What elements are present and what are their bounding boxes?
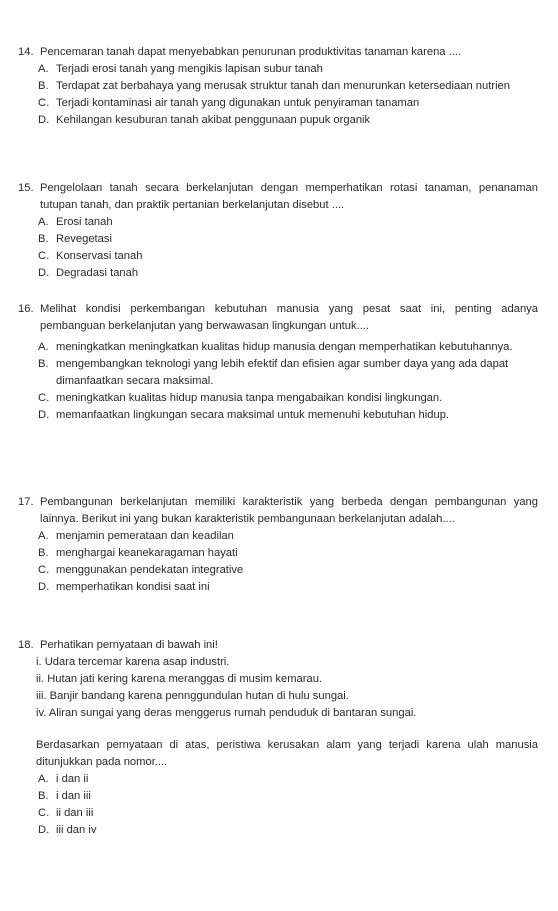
- option-letter: A.: [38, 341, 49, 353]
- option-text: meningkatkan meningkatkan kualitas hidup manusia dengan memperhatikan kebutuhannya.: [56, 341, 513, 353]
- option-text: memperhatikan kondisi saat ini: [56, 581, 210, 593]
- option-d: [0, 822, 558, 839]
- statement-ii: ii. Hutan jati kering karena meranggas di musim kemarau.: [36, 673, 323, 685]
- option-letter: D.: [38, 581, 50, 593]
- question-text: Perhatikan pernyataan di bawah ini!: [40, 639, 218, 651]
- option-a: [0, 61, 558, 78]
- option-text: Kehilangan kesuburan tanah akibat penggunaan pupuk organik: [56, 114, 371, 126]
- option-letter: A.: [38, 63, 49, 75]
- option-b: [0, 545, 558, 562]
- option-letter: B.: [38, 358, 49, 370]
- option-a: [0, 528, 558, 545]
- option-c: [0, 805, 558, 822]
- option-text: Terjadi erosi tanah yang mengikis lapisan subur tanah: [56, 63, 323, 75]
- option-letter: C.: [38, 97, 50, 109]
- statement-iv: iv. Aliran sungai yang deras menggerus rumah penduduk di bantaran sungai.: [36, 707, 417, 719]
- option-text: i dan ii: [56, 773, 89, 785]
- option-text: meningkatkan kualitas hidup manusia tanpa mengabaikan kondisi lingkungan.: [56, 392, 443, 404]
- option-a: [0, 339, 558, 356]
- option-text: iii dan iv: [56, 824, 97, 836]
- option-letter: D.: [38, 409, 50, 421]
- option-letter: B.: [38, 80, 49, 92]
- question-stem: [0, 494, 558, 528]
- question-number: 14.: [18, 46, 34, 58]
- question-14: [0, 44, 558, 129]
- option-text: Degradasi tanah: [56, 267, 139, 279]
- question-number: 16.: [18, 303, 34, 315]
- question-16: [0, 301, 558, 424]
- option-c: [0, 390, 558, 407]
- question-18: [0, 637, 558, 839]
- question-text: Melihat kondisi perkembangan kebutuhan manusia yang pesat saat ini, penting adanya pembanguan berkelanjutan yang berwawasan lingkungan untuk....: [40, 303, 538, 332]
- question-text: Pencemaran tanah dapat menyebabkan penurunan produktivitas tanaman karena ....: [40, 46, 462, 58]
- statement-i: i. Udara tercemar karena asap industri.: [36, 656, 230, 668]
- option-letter: B.: [38, 790, 49, 802]
- statement-iii: iii. Banjir bandang karena pennggundulan hutan di hulu sungai.: [36, 690, 349, 702]
- option-text: i dan iii: [56, 790, 91, 802]
- option-b: [0, 231, 558, 248]
- option-text: Konservasi tanah: [56, 250, 143, 262]
- option-text: Revegetasi: [56, 233, 112, 245]
- option-b: [0, 356, 558, 390]
- option-text: ii dan iii: [56, 807, 94, 819]
- option-letter: C.: [38, 392, 50, 404]
- option-letter: C.: [38, 564, 50, 576]
- option-text: Erosi tanah: [56, 216, 113, 228]
- question-number: 18.: [18, 639, 34, 651]
- option-letter: B.: [38, 547, 49, 559]
- option-letter: B.: [38, 233, 49, 245]
- option-letter: D.: [38, 824, 50, 836]
- option-text: menghargai keanekaragaman hayati: [56, 547, 238, 559]
- option-d: [0, 579, 558, 596]
- question-17: [0, 494, 558, 596]
- option-text: Terjadi kontaminasi air tanah yang digunakan untuk penyiraman tanaman: [56, 97, 420, 109]
- option-text: menggunakan pendekatan integrative: [56, 564, 244, 576]
- option-letter: C.: [38, 250, 50, 262]
- option-c: [0, 248, 558, 265]
- option-d: [0, 407, 558, 424]
- option-letter: A.: [38, 773, 49, 785]
- question-15: [0, 180, 558, 282]
- option-letter: D.: [38, 267, 50, 279]
- option-c: [0, 95, 558, 112]
- option-d: [0, 112, 558, 129]
- question-stem: [0, 637, 558, 654]
- option-letter: D.: [38, 114, 50, 126]
- option-c: [0, 562, 558, 579]
- option-b: [0, 78, 558, 95]
- question-prompt: Berdasarkan pernyataan di atas, peristiwa kerusakan alam yang terjadi karena ulah manusia ditunjukkan pada nomor....: [36, 739, 538, 768]
- question-stem: [0, 301, 558, 335]
- option-a: [0, 771, 558, 788]
- option-d: [0, 265, 558, 282]
- question-stem: [0, 180, 558, 214]
- option-letter: A.: [38, 530, 49, 542]
- option-text: memanfaatkan lingkungan secara maksimal untuk memenuhi kebutuhan hidup.: [56, 409, 450, 421]
- question-text: Pembangunan berkelanjutan memiliki karakteristik yang berbeda dengan pembangunan yang lainnya. Berikut ini yang bukan karakteristik pembangunaan berkelanjutan adalah....: [40, 496, 538, 525]
- question-text: Pengelolaan tanah secara berkelanjutan dengan memperhatikan rotasi tanaman, penanaman tutupan tanah, dan praktik pertanian berkelanjutan disebut ....: [40, 182, 538, 211]
- question-stem: [0, 44, 558, 61]
- question-number: 15.: [18, 182, 34, 194]
- option-text: Terdapat zat berbahaya yang merusak struktur tanah dan menurunkan ketersediaan nutrien: [56, 80, 510, 92]
- option-b: [0, 788, 558, 805]
- option-text: mengembangkan teknologi yang lebih efektif dan efisien agar sumber daya yang ada dapat dimanfaatkan secara maksimal.: [56, 358, 509, 387]
- option-letter: A.: [38, 216, 49, 228]
- option-text: menjamin pemerataan dan keadilan: [56, 530, 234, 542]
- question-number: 17.: [18, 496, 34, 508]
- option-a: [0, 214, 558, 231]
- option-letter: C.: [38, 807, 50, 819]
